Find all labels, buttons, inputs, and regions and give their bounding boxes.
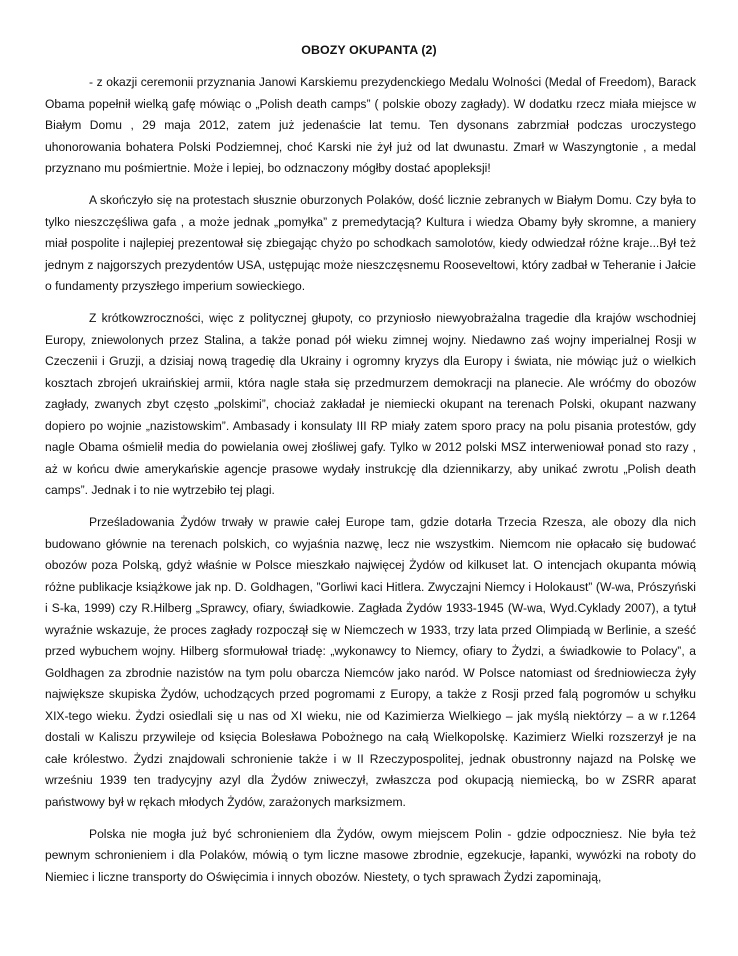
paragraph-1: - z okazji ceremonii przyznania Janowi Karskiemu prezydenckiego Medalu Wolności (Medal of Freedom), Barack Obama popełnił wielką gafę mówiąc o „Polish death camps” ( polskie obozy zagłady). W dodatku rzecz miała miejsce w Białym Domu , 29 maja 2012, zatem już jedenaście lat temu. Ten dysonans zabrzmiał podczas uroczystego uhonorowania bohatera Polski Podziemnej, choć Karski nie żył już od lat dwunastu. Zmarł w Waszyngtonie , a medal przyznano mu pośmiertnie. Może i lepiej, bo odznaczony mógłby dostać apopleksji!	[45, 75, 696, 175]
paragraph-3: Z krótkowzroczności, więc z politycznej głupoty, co przyniosło niewyobrażalna tragedie dla krajów wschodniej Europy, zniewolonych przez Stalina, a także ponad pół wieku zimnej wojny. Niedawno zaś wojny imperialnej Rosji w Czeczenii i Gruzji, a dzisiaj nową tragedię dla Ukrainy i ogromny kryzys dla Europy i świata, nie mówiąc już o wielkich kosztach zbrojeń ukraińskiej armii, która nagle stała się przedmurzem demokracji na planecie. Ale wróćmy do obozów zagłady, zwanych zbyt często „polskimi”, chociaż zakładał je niemiecki okupant na terenach Polski, okupant nazwany dopiero po wojnie „nazistowskim”. Ambasady i konsulaty III RP miały zatem sporo pracy na polu pisania protestów, gdy nagle Obama ośmielił media do powielania owej złośliwej gafy. Tylko w 2012 polski MSZ interweniował ponad sto razy , aż w końcu dwie amerykańskie agencje prasowe wydały instrukcję dla dziennikarzy, aby unikać zwrotu „Polish death camps”. Jednak i to nie wytrzebiło tej plagi.	[45, 311, 696, 497]
paragraph-4: Prześladowania Żydów trwały w prawie całej Europe tam, gdzie dotarła Trzecia Rzesza, ale obozy dla nich budowano głównie na terenach polskich, co wyjaśnia nazwę, lecz nie wszystkim. Niemcom nie opłacało się budować obozów poza Polską, gdyż właśnie w Polsce mieszkało najwięcej Żydów od kilkuset lat. O intencjach okupanta mówią różne publikacje książkowe jak np. D. Goldhagen, ”Gorliwi kaci Hitlera. Zwyczajni Niemcy i Holokaust” (W-wa, Prószyński i S-ka, 1999) czy R.Hilberg „Sprawcy, ofiary, świadkowie. Zagłada Żydów 1933-1945 (W-wa, Wyd.Cyklady 2007), a tytuł wyraźnie wskazuje, że proces zagłady rozpoczął się w Niemczech w 1933, trzy lata przed Olimpiadą w Berlinie, a sześć przed wybuchem wojny. Hilberg sformułował triadę: „wykonawcy to Niemcy, ofiary to Żydzi, a świadkowie to Polacy”, a Goldhagen za zbrodnie nazistów na tym polu obarcza Niemców jako naród. W Polsce natomiast od średniowiecza żyły największe skupiska Żydów, uchodzących przed pogromami z Europy, a także z Rosji przed falą pogromów u schyłku XIX-tego wieku. Żydzi osiedlali się u nas od XI wieku, nie od Kazimierza Wielkiego – jak myślą niektórzy – a w r.1264 dostali w Kaliszu przywileje od księcia Bolesława Pobożnego na całą Wielkopolskę. Kazimierz Wielki rozszerzył je na całe królestwo. Żydzi znajdowali schronienie także i w II Rzeczypospolitej, jednak obustronny najazd na Polskę we wrześniu 1939 ten tradycyjny azyl dla Żydów zniweczył, zwłaszcza pod okupacją niemiecką, bo w ZSRR aparat państwowy był w rękach młodych Żydów, zarażonych marksizmem.	[45, 515, 696, 809]
paragraph-5: Polska nie mogła już być schronieniem dla Żydów, owym miejscem Polin - gdzie odpoczniesz. Nie była też pewnym schronieniem i dla Polaków, mówią o tym liczne masowe zbrodnie, egzekucje, łapanki, wywózki na roboty do Niemiec i liczne transporty do Oświęcimia i innych obozów. Niestety, o tych sprawach Żydzi zapominają,	[45, 826, 696, 884]
paragraph-2: A skończyło się na protestach słusznie oburzonych Polaków, dość licznie zebranych w Białym Domu. Czy była to tylko nieszczęśliwa gafa , a może jednak „pomyłka” z premedytacją? Kultura i wiedza Obamy były skromne, a maniery miał pospolite i najlepiej prezentował się zbiegając chyżo po schodkach samolotów, kiedy odwiedzał różne kraje...Był też jednym z najgorszych prezydentów USA, ustępując może nieszczęsnemu Rooseveltowi, który zadbał w Teheranie i Jałcie o fundamenty przyszłego imperium sowieckiego.	[45, 193, 696, 293]
document-body	[45, 72, 696, 899]
document-title: OBOZY OKUPANTA (2)	[301, 43, 437, 57]
